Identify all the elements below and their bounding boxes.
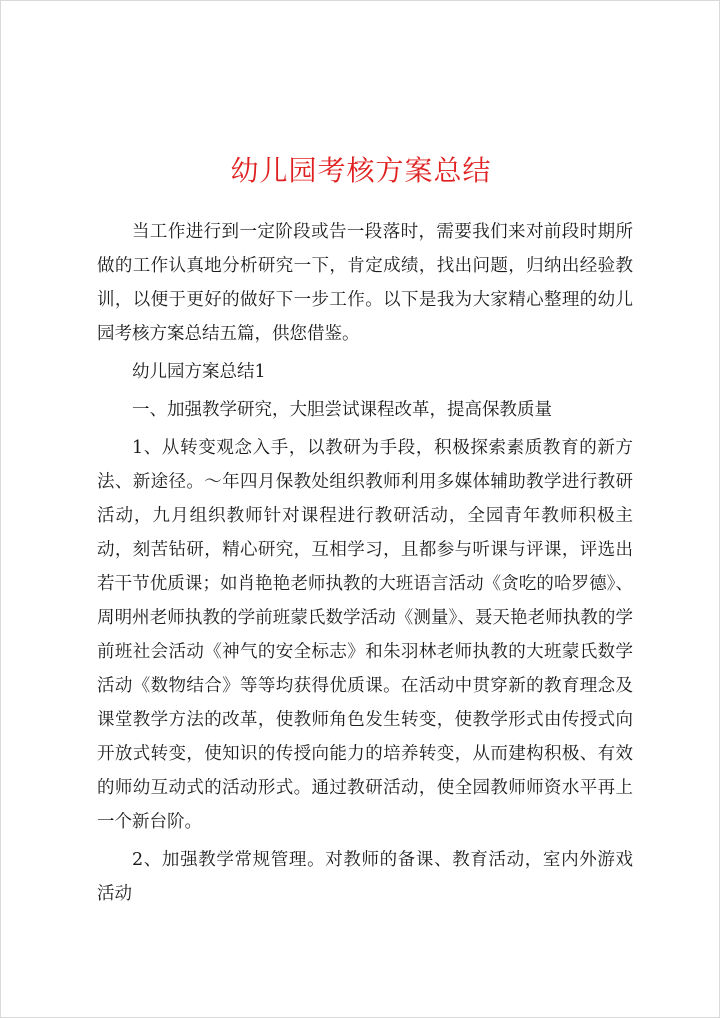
- section-heading: 幼儿园方案总结1: [132, 362, 266, 382]
- subsection-heading: 一、加强教学研究，大胆尝试课程改革，提高保教质量: [132, 400, 552, 420]
- body-paragraph: 2、加强教学常规管理。对教师的备课、教育活动，室内外游戏活动: [97, 850, 633, 904]
- document-title: 幼儿园考核方案总结: [230, 154, 492, 187]
- document-body: [97, 215, 633, 915]
- body-paragraph: 1、从转变观念入手，以教研为手段，积极探索素质教育的新方法、新途径。～年四月保教处组织教师利用多媒体辅助教学进行教研活动，九月组织教师针对课程进行教研活动，全园青年教师积极主动，刻苦钻研，精心研究，互相学习，且都参与听课与评课，评选出若干节优质课；如肖艳艳老师执教的大班语言活动《贪吃的哈罗德》、周明州老师执教的学前班蒙氏数学活动《测量》、聂天艳老师执教的学前班社会活动《神气的安全标志》和朱羽林老师执教的大班蒙氏数学活动《数物结合》等等均获得优质课。在活动中贯穿新的教育理念及课堂教学方法的改革，使教师角色发生转变，使教学形式由传授式向开放式转变，使知识的传授向能力的培养转变，从而建构积极、有效的师幼互动式的活动形式。通过教研活动，使全园教师师资水平再上一个新台阶。: [97, 438, 633, 832]
- intro-paragraph: 当工作进行到一定阶段或告一段落时，需要我们来对前段时期所做的工作认真地分析研究一下，肯定成绩，找出问题，归纳出经验教训，以便于更好的做好下一步工作。以下是我为大家精心整理的幼儿园考核方案总结五篇，供您借鉴。: [97, 222, 633, 344]
